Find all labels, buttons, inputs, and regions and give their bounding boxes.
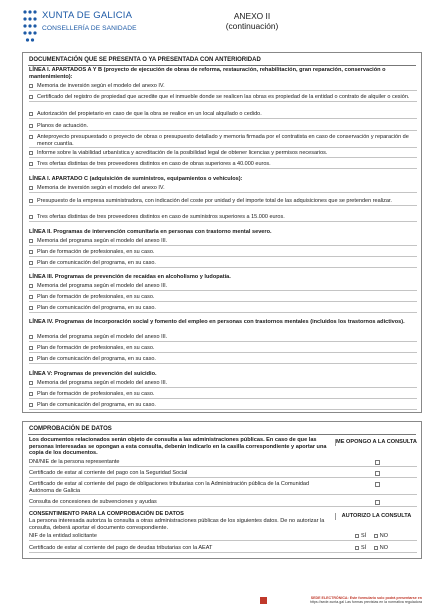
checkbox-icon[interactable]	[29, 124, 33, 128]
doc-item[interactable]: Plan de formación de profesionales, en su caso.	[29, 345, 417, 353]
checkbox-icon[interactable]	[29, 261, 33, 265]
doc-item[interactable]: Presupuesto de la empresa suministradora, con indicación del coste por unidad y del importe total de las adquisiciones que se pretenden realizar.	[29, 198, 417, 206]
yes-checkbox[interactable]	[355, 534, 359, 538]
checkbox-icon[interactable]	[29, 151, 33, 155]
authorize-row: NIF de la entidad solicitante SÍ NO	[29, 533, 417, 541]
divider	[28, 434, 416, 435]
yes-no-options: SÍ NO	[349, 545, 421, 552]
org-name: XUNTA DE GALICIA	[42, 10, 133, 21]
doc-item[interactable]: Planos de actuación.	[29, 123, 417, 131]
checkbox-icon[interactable]	[29, 335, 33, 339]
data-check-intro: Los documentos relacionados serán objeto de consulta a las administraciones públicas. En caso de que las personas interesadas se opongan a esta consulta, deberán indicarlo en la casilla correspondiente y aportar una copia de los documentos.	[29, 437, 327, 457]
checkbox-icon[interactable]	[29, 95, 33, 99]
department-name: CONSELLERÍA DE SANIDADE	[42, 25, 137, 32]
documentation-section	[22, 52, 422, 413]
linea-heading: LÍNEA I. APARTADOS A Y B (proyecto de ejecución de obras de reforma, restauración, rehabilitación, gran reparación, conservación o mantenimiento):	[29, 67, 386, 80]
data-check-section	[22, 421, 422, 559]
checkbox-icon[interactable]	[29, 284, 33, 288]
data-check-title: COMPROBACIÓN DE DATOS	[29, 426, 112, 432]
doc-item[interactable]: Memoria de inversión según el modelo del anexo IV.	[29, 83, 417, 91]
linea-heading: LÍNEA IV. Programas de incorporación social y fomento del empleo en personas con trastornos mentales (incluidos los trastornos adictivos).	[29, 319, 405, 325]
doc-item[interactable]: Tres ofertas distintas de tres proveedores distintos en caso de obras superiores a 40.000 euros.	[29, 161, 417, 169]
documentation-title: DOCUMENTACIÓN QUE SE PRESENTA O YA PRESENTADA CON ANTERIORIDAD	[29, 57, 261, 63]
footer-note: SEDE ELECTRÓNICA: Este formulario solo podrá presentarse en https://sede.xunta.gal Las formas previstas en la normativa reguladora	[309, 596, 422, 605]
doc-item[interactable]: Certificado del registro de propiedad que acredite que el inmueble donde se realicen las obras es propiedad de la entidad o contrato de alquiler o cesión.	[29, 94, 417, 102]
yes-checkbox[interactable]	[355, 546, 359, 550]
doc-item[interactable]: Plan de formación de profesionales, en su caso.	[29, 294, 417, 302]
divider	[28, 65, 416, 66]
authorize-row: Certificado de estar al corriente del pago de deudas tributarias con la AEAT SÍ NO	[29, 545, 417, 553]
checkbox-icon[interactable]	[29, 403, 33, 407]
checkbox-icon[interactable]	[29, 186, 33, 190]
doc-item[interactable]: Tres ofertas distintas de tres proveedores distintos en caso de suministros superiores a 15.000 euros.	[29, 214, 417, 222]
checkbox-icon[interactable]	[29, 346, 33, 350]
authorize-header: AUTORIZO LA CONSULTA	[335, 513, 417, 520]
doc-item[interactable]: Plan de comunicación del programa, en su caso.	[29, 260, 417, 268]
checkbox-icon[interactable]	[29, 381, 33, 385]
header	[22, 8, 422, 48]
doc-item[interactable]: Autorización del propietario en caso de que la obra se realice en un local alquilado o cedido.	[29, 111, 417, 119]
oppose-row: Consulta de concesiones de subvenciones y ayudas	[29, 499, 417, 507]
annex-title-block	[207, 11, 297, 31]
oppose-checkbox[interactable]	[375, 500, 380, 505]
checkbox-icon[interactable]	[29, 162, 33, 166]
oppose-checkbox[interactable]	[375, 471, 380, 476]
no-checkbox[interactable]	[374, 546, 378, 550]
linea-heading: LÍNEA V: Programas de prevención del suicidio.	[29, 371, 157, 377]
checkbox-icon[interactable]	[29, 295, 33, 299]
oppose-checkbox[interactable]	[375, 460, 380, 465]
doc-item[interactable]: Plan de formación de profesionales, en su caso.	[29, 391, 417, 399]
oppose-row: Certificado de estar al corriente del pago con la Seguridad Social	[29, 470, 417, 478]
doc-item[interactable]: Memoria del programa según el modelo del anexo III.	[29, 238, 417, 246]
consent-intro: La persona interesada autoriza la consulta a otras administraciones públicas de los siguientes datos. De no autorizar la consulta, deberá aportar el documento correspondiente.	[29, 518, 325, 531]
checkbox-icon[interactable]	[29, 357, 33, 361]
yes-no-options: SÍ NO	[349, 533, 421, 540]
oppose-row: Certificado de estar al corriente del pago de obligaciones tributarias con la Administración pública de la Comunidad Autónoma de Galicia	[29, 481, 417, 495]
doc-item[interactable]: Memoria de inversión según el modelo del anexo IV.	[29, 185, 417, 193]
checkbox-icon[interactable]	[29, 239, 33, 243]
oppose-checkbox[interactable]	[375, 482, 380, 487]
checkbox-icon[interactable]	[29, 215, 33, 219]
doc-item[interactable]: Memoria del programa según el modelo del anexo III.	[29, 334, 417, 342]
doc-item[interactable]: Memoria del programa según el modelo del anexo III.	[29, 283, 417, 291]
no-checkbox[interactable]	[374, 534, 378, 538]
doc-item[interactable]: Plan de comunicación del programa, en su caso.	[29, 305, 417, 313]
oppose-row: DNI/NIE de la persona representante	[29, 459, 417, 467]
xunta-logo-icon	[22, 8, 38, 46]
annex-subtitle: (continuación)	[225, 21, 279, 31]
linea-heading: LÍNEA III. Programas de prevención de recaídas en alcoholismo y ludopatía.	[29, 274, 231, 280]
linea-heading: LÍNEA II. Programas de intervención comunitaria en personas con trastorno mental severo.	[29, 229, 272, 235]
doc-item[interactable]: Anteproyecto presupuestado o proyecto de obras o presupuesto detallado y memoria firmada por el contratista en caso de conservación y reparación de menor cuantía.	[29, 134, 417, 148]
doc-item[interactable]: Plan de comunicación del programa, en su caso.	[29, 356, 417, 364]
checkbox-icon[interactable]	[29, 135, 33, 139]
annex-title: ANEXO II	[233, 11, 271, 21]
doc-item[interactable]: Memoria del programa según el modelo del anexo III.	[29, 380, 417, 388]
checkbox-icon[interactable]	[29, 199, 33, 203]
checkbox-icon[interactable]	[29, 306, 33, 310]
doc-item[interactable]: Plan de comunicación del programa, en su caso.	[29, 402, 417, 410]
doc-item[interactable]: Informe sobre la viabilidad urbanística y acreditación de la posibilidad legal de obtener licencias y permisos necesarios.	[29, 150, 417, 158]
oppose-header: ME OPONGO A LA CONSULTA	[336, 439, 417, 445]
checkbox-icon[interactable]	[29, 112, 33, 116]
checkbox-icon[interactable]	[29, 84, 33, 88]
checkbox-icon[interactable]	[29, 250, 33, 254]
linea-heading: LÍNEA I. APARTADO C (adquisición de suministros, equipamientos o vehículos):	[29, 176, 243, 182]
checkbox-icon[interactable]	[29, 392, 33, 396]
doc-item[interactable]: Plan de formación de profesionales, en su caso.	[29, 249, 417, 257]
consent-title: CONSENTIMIENTO PARA LA COMPROBACIÓN DE DATOS	[29, 511, 184, 517]
